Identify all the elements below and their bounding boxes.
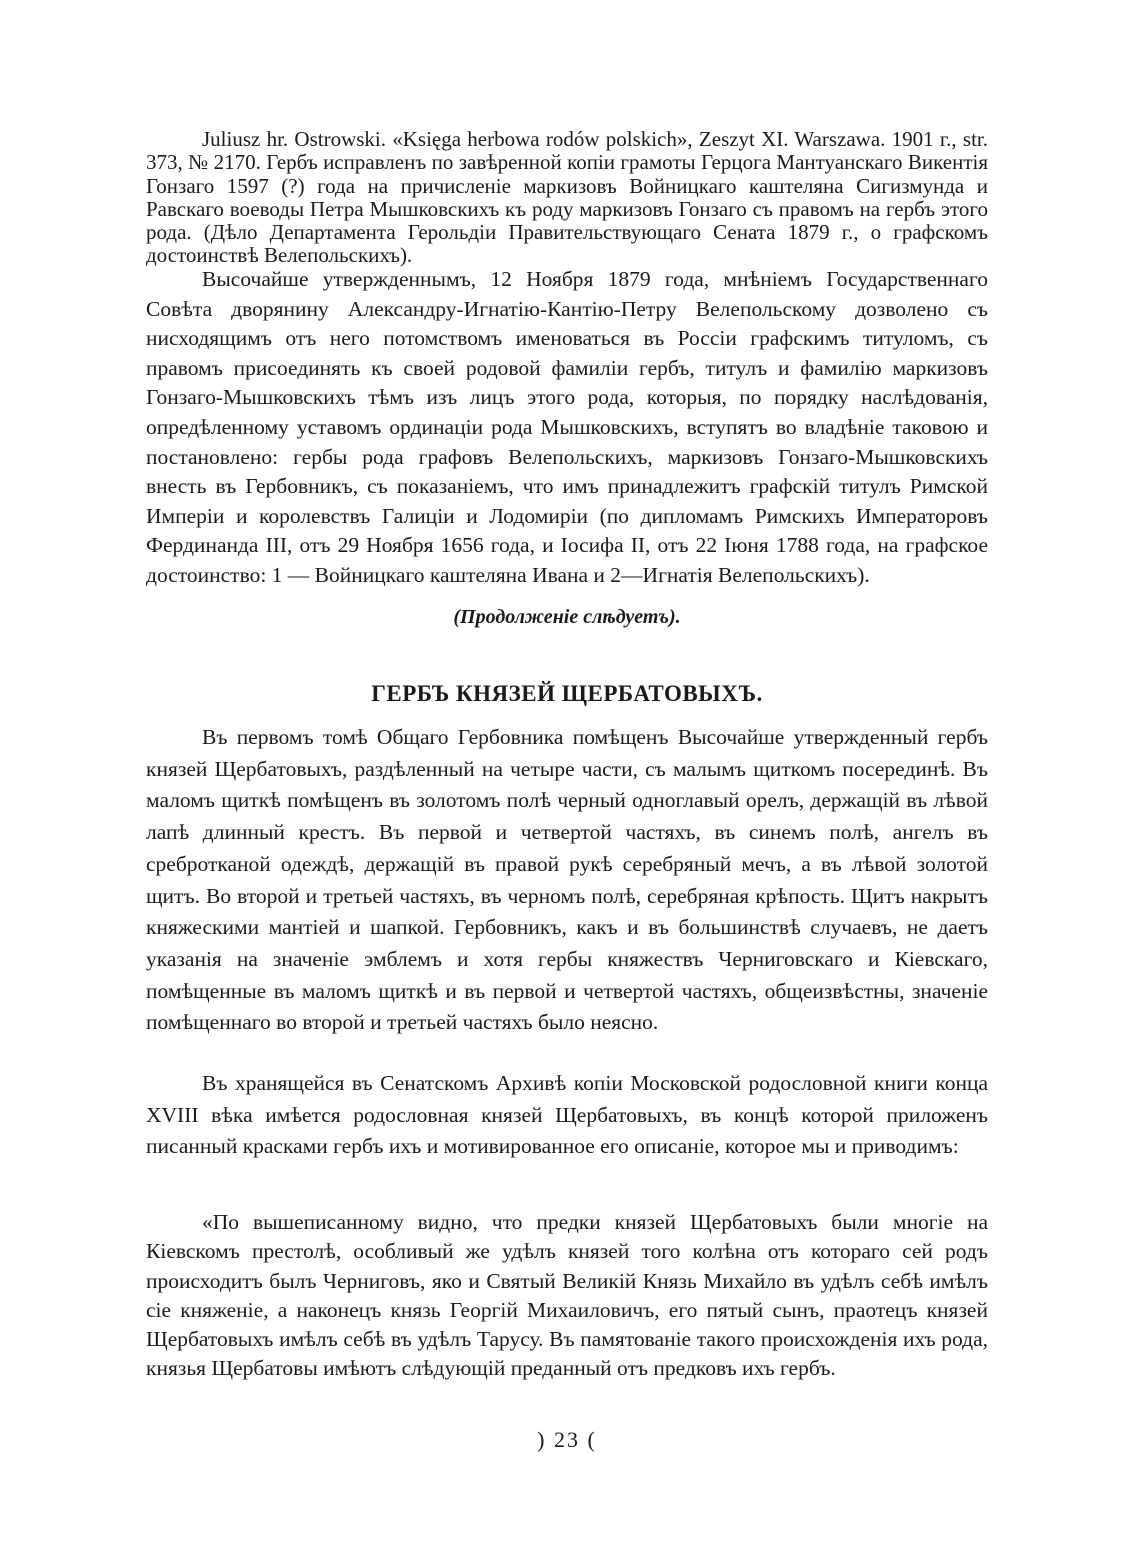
- paragraph-3: Въ хранящейся въ Сенатскомъ Архивѣ копіи Московской родословной книги конца XVIII вѣка имѣется родословная князей Щербатовыхъ, въ концѣ которой приложенъ писанный красками гербъ ихъ и мотивированное его описаніе, которое мы и приводимъ:: [146, 1071, 988, 1158]
- page-number: ) 23 (: [537, 1427, 597, 1452]
- paragraph-1: Высочайше утвержденнымъ, 12 Ноября 1879 года, мнѣніемъ Государственнаго Совѣта дворянину Александру-Игнатію-Кантію-Петру Велепольскому дозволено съ нисходящимъ отъ него потомствомъ именоваться въ Россіи графскимъ титуломъ, съ правомъ присоединять къ своей родовой фамиліи гербъ, титулъ и фамилію маркизовъ Гонзаго-Мышковскихъ тѣмъ изъ лицъ этого рода, которыя, по порядку наслѣдованія, опредѣленному уставомъ ординаціи рода Мышковскихъ, вступятъ во владѣніе таковою и постановлено: гербы рода графовъ Велепольскихъ, маркизовъ Гонзаго-Мышковскихъ внесть въ Гербовникъ, съ показаніемъ, что имъ принадлежитъ графскій титулъ Римской Имперіи и королевствъ Галиціи и Лодомиріи (по дипломамъ Римскихъ Императоровъ Фердинанда III, отъ 29 Ноября 1656 года, и Іосифа II, отъ 22 Іюня 1788 года, на графское достоинство: 1 — Войницкаго каштеляна Ивана и 2—Игнатія Велепольскихъ).: [146, 267, 988, 587]
- continuation-note: (Продолженіе слѣдуетъ).: [453, 606, 681, 628]
- quote-paragraph: «По вышеписанному видно, что предки князей Щербатовыхъ были многіе на Кіевскомъ престолѣ, особливый же удѣлъ князей того колѣна отъ котораго сей родъ происходитъ былъ Черниговъ, яко и Святый Великій Князь Михайло въ удѣлъ себѣ имѣлъ сіе княженіе, а наконецъ князь Георгій Михаиловичъ, его пятый сынъ, праотецъ князей Щербатовыхъ имѣлъ себѣ въ удѣлъ Тарусу. Въ памятованіе такого происхожденія ихъ рода, князья Щербатовы имѣютъ слѣдующій преданный отъ предковъ ихъ гербъ.: [146, 1210, 988, 1381]
- paragraph-2: Въ первомъ томѣ Общаго Гербовника помѣщенъ Высочайше утвержденный гербъ князей Щербатовыхъ, раздѣленный на четыре части, съ малымъ щиткомъ посерединѣ. Въ маломъ щиткѣ помѣщенъ въ золотомъ полѣ черный одноглавый орелъ, держащій въ лѣвой лапѣ длинный крестъ. Въ первой и четвертой частяхъ, въ синемъ полѣ, ангелъ въ сребротканой одеждѣ, держащій въ правой рукѣ серебряный мечъ, а въ лѣвой золотой щитъ. Во второй и третьей частяхъ, въ черномъ полѣ, серебряная крѣпость. Щитъ накрытъ княжескими мантіей и шапкой. Гербовникъ, какъ и въ большинствѣ случаевъ, не даетъ указанія на значеніе эмблемъ и хотя гербы княжествъ Черниговскаго и Кіевскаго, помѣщенные въ маломъ щиткѣ и въ первой и четвертой частяхъ, общеизвѣстны, значеніе помѣщеннаго во второй и третьей частяхъ было неясно.: [146, 725, 988, 1035]
- section-heading: ГЕРБЪ КНЯЗЕЙ ЩЕРБАТОВЫХЪ.: [371, 681, 763, 706]
- reference-paragraph: Juliusz hr. Ostrowski. «Księga herbowa rodów polskich», Zeszyt XI. Warszawa. 1901 г., str. 373, № 2170. Гербъ исправленъ по завѣренной копіи грамоты Герцога Мантуанскаго Викентія Гонзаго 1597 (?) года на причисленіе маркизовъ Войницкаго каштеляна Сигизмунда и Равскаго воеводы Петра Мышковскихъ къ роду маркизовъ Гонзаго съ правомъ на гербъ этого рода. (Дѣло Департамента Герольдіи Правительствующаго Сената 1879 г., о графскомъ достоинствѣ Велепольскихъ).: [146, 127, 988, 268]
